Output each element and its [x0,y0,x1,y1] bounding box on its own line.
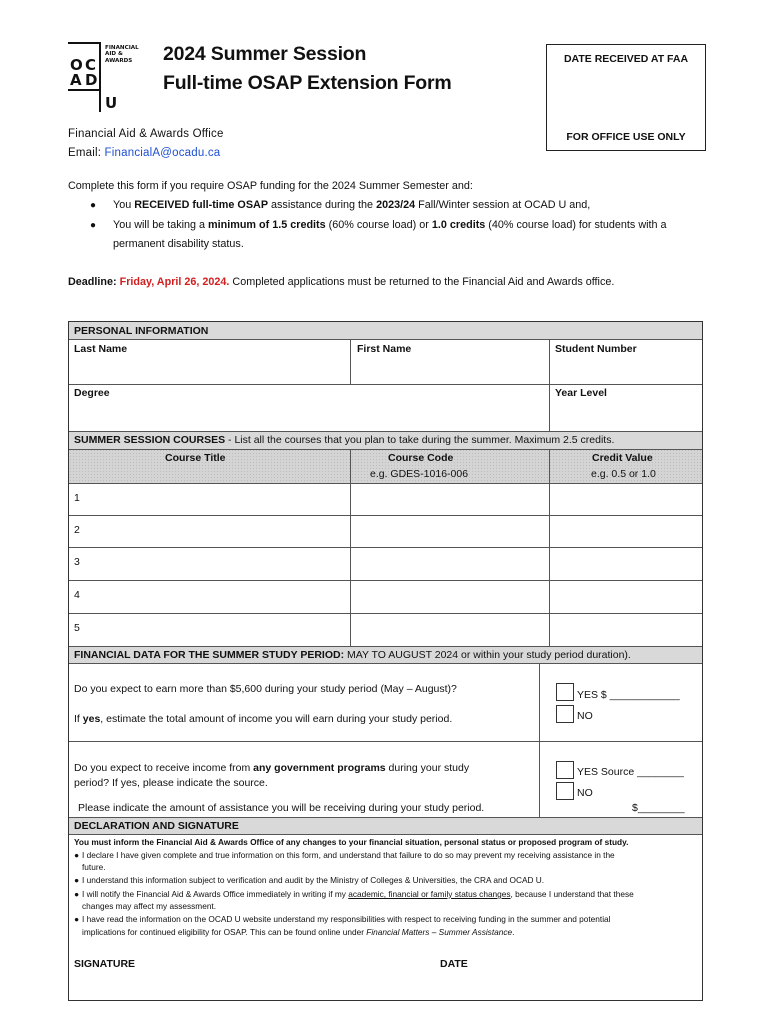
form-title-line2: Full-time OSAP Extension Form [163,72,452,94]
email-label: Email: [68,147,105,159]
course-row-number: 2 [74,524,80,536]
declaration-item-3-cont: changes may affect my assessment. [82,901,217,911]
signature-field[interactable] [74,972,424,998]
gov-no-label: NO [577,787,593,799]
income-no-label: NO [577,710,593,722]
government-programs-question-cont: period? If yes, please indicate the source. [74,777,268,789]
government-programs-question: Do you expect to receive income from any government programs during your study [74,762,470,774]
course-row-number: 3 [74,556,80,568]
requirement-2: You will be taking a minimum of 1.5 credits (60% course load) or 1.0 credits (40% course load) for students with a [113,219,667,231]
declaration-intro: You must inform the Financial Aid & Awards Office of any changes to your financial situation, personal status or proposed program of study. [74,837,629,847]
declaration-item-2: I understand this information subject to verification and audit by the Ministry of Colleges & Universities, the CRA and OCAD U. [82,875,545,885]
last-name-field[interactable] [69,357,350,383]
logo-letter-u: U [105,94,118,112]
office-use-label: FOR OFFICE USE ONLY [566,131,686,143]
requirement-2-cont: permanent disability status. [113,238,244,250]
bullet-icon: ● [74,889,80,899]
course-title-field-1[interactable] [85,484,350,515]
income-question: Do you expect to earn more than $5,600 during your study period (May – August)? [74,683,457,695]
email-line [68,147,220,159]
signature-label: SIGNATURE [74,958,136,970]
degree-field[interactable] [69,401,549,430]
student-number-field[interactable] [550,357,702,383]
logo-letter-c: C [85,56,97,74]
first-name-label: First Name [357,343,412,355]
deadline-date: Friday, April 26, 2024. [116,276,230,288]
deadline-line: Deadline: Friday, April 26, 2024. Completed applications must be returned to the Financial Aid and Awards office. [68,276,615,288]
email-link[interactable]: FinancialA@ocadu.ca [104,147,221,159]
ocad-u-logo [68,42,158,112]
course-code-field-1[interactable] [351,484,549,515]
declaration-item-3: I will notify the Financial Aid & Awards Office immediately in writing if my academic, financial or family status changes, because I understand that these [82,889,634,899]
office-use-box [546,44,706,151]
intro-lead: Complete this form if you require OSAP funding for the 2024 Summer Semester and: [68,180,473,192]
income-yes-checkbox[interactable] [556,683,574,701]
logo-financial-aid-text: FINANCIAL AID & AWARDS [105,45,139,64]
course-code-header: Course Code [388,452,454,464]
bullet-icon: ● [74,850,80,860]
credit-value-example: e.g. 0.5 or 1.0 [591,468,656,480]
credit-value-field-1[interactable] [550,484,702,515]
logo-letter-o: O [70,56,83,74]
income-yes-label: YES $ ____________ [577,689,680,701]
bullet-icon: ● [74,914,80,924]
declaration-item-1: I declare I have given complete and true information on this form, and understand that failure to do so may prevent my receiving assistance in the [82,850,615,860]
income-no-checkbox[interactable] [556,705,574,723]
last-name-label: Last Name [74,343,128,355]
date-field[interactable] [440,972,695,998]
bullet-icon: ● [90,200,97,211]
credit-value-header: Credit Value [592,452,653,464]
income-estimate-question: If yes, estimate the total amount of income you will earn during your study period. [74,713,453,725]
bullet-icon: ● [74,875,80,885]
form-title-line1: 2024 Summer Session [163,43,367,65]
gov-amount-line: $________ [632,802,685,814]
date-received-label: DATE RECEIVED AT FAA [563,53,689,65]
year-level-field[interactable] [550,401,702,430]
first-name-field[interactable] [351,357,549,383]
declaration-item-1-cont: future. [82,862,106,872]
year-level-label: Year Level [555,387,607,399]
gov-no-checkbox[interactable] [556,782,574,800]
personal-info-heading: PERSONAL INFORMATION [74,325,209,337]
course-row-number: 5 [74,622,80,634]
financial-heading: FINANCIAL DATA FOR THE SUMMER STUDY PERIOD: MAY TO AUGUST 2024 or within your study period duration). [74,649,631,661]
degree-label: Degree [74,387,110,399]
date-label: DATE [440,958,468,970]
logo-letter-d: D [85,71,98,89]
course-row-number: 4 [74,589,80,601]
declaration-heading: DECLARATION AND SIGNATURE [74,820,239,832]
bullet-icon: ● [90,220,97,231]
student-number-label: Student Number [555,343,637,355]
deadline-label: Deadline: [68,276,117,288]
courses-heading: SUMMER SESSION COURSES - List all the courses that you plan to take during the summer. Maximum 2.5 credits. [74,434,615,446]
logo-letter-a: A [70,71,82,89]
declaration-item-4-cont: implications for continued eligibility for OSAP. This can be found online under Financial Matters – Summer Assistance. [82,927,515,937]
office-name: Financial Aid & Awards Office [68,128,224,140]
declaration-item-4: I have read the information on the OCAD U website understand my responsibilities with respect to receiving funding in the summer and potential [82,914,611,924]
gov-yes-checkbox[interactable] [556,761,574,779]
gov-yes-label: YES Source ________ [577,766,684,778]
course-title-header: Course Title [165,452,226,464]
assistance-amount-question: Please indicate the amount of assistance you will be receiving during your study period. [78,802,485,814]
requirement-1: You RECEIVED full-time OSAP assistance during the 2023/24 Fall/Winter session at OCAD U and, [113,199,591,211]
course-row-number: 1 [74,492,80,504]
course-code-example: e.g. GDES-1016-006 [370,468,469,480]
